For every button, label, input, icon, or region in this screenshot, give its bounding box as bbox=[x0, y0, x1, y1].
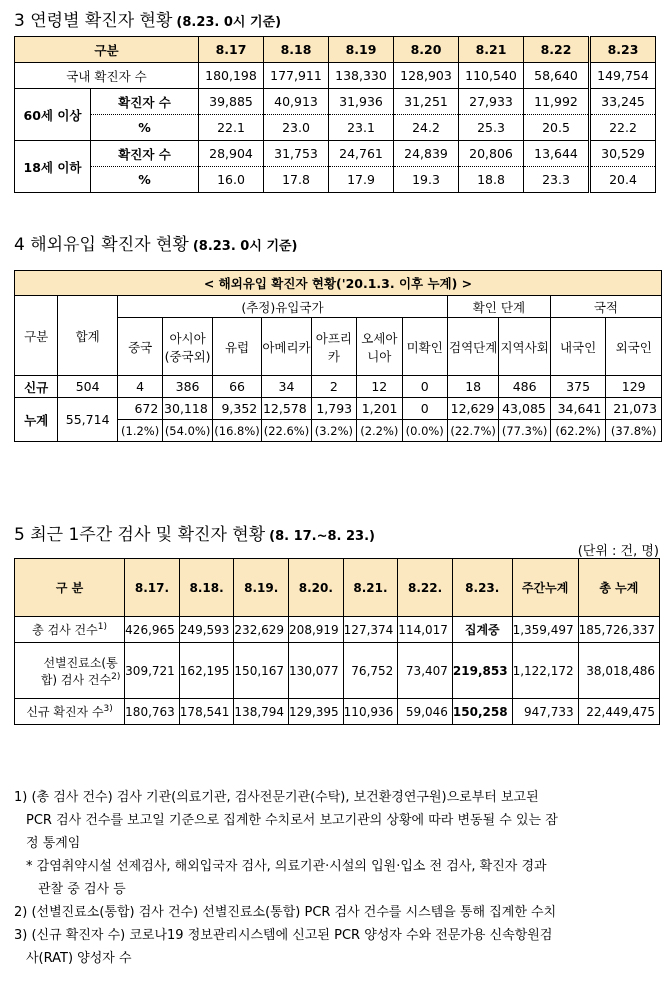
weekly-table bbox=[14, 558, 660, 725]
cell: 386 bbox=[163, 376, 212, 398]
cell: 18.8 bbox=[459, 167, 524, 193]
cell: (37.8%) bbox=[606, 420, 662, 442]
header-cell: 8.22. bbox=[398, 559, 453, 617]
cell: 17.8 bbox=[264, 167, 329, 193]
cell: 12,629 bbox=[447, 398, 498, 420]
cell: 23.1 bbox=[329, 115, 394, 141]
header-cell: 합계 bbox=[58, 296, 118, 376]
cell: 127,374 bbox=[343, 617, 398, 643]
cell: 138,330 bbox=[329, 63, 394, 89]
row-group-label: 18세 이하 bbox=[15, 141, 91, 193]
cell: 1,359,497 bbox=[512, 617, 578, 643]
cell: 162,195 bbox=[179, 643, 234, 699]
row-label: 확진자 수 bbox=[91, 89, 199, 115]
cell: 59,046 bbox=[398, 699, 453, 725]
header-cell: 8.20. bbox=[289, 559, 344, 617]
header-cell: 구분 bbox=[15, 296, 58, 376]
cell: 0 bbox=[402, 398, 447, 420]
cell: 4 bbox=[117, 376, 162, 398]
header-cell: 아시아(중국외) bbox=[163, 318, 212, 376]
header-cell: 중국 bbox=[117, 318, 162, 376]
cell: 185,726,337 bbox=[578, 617, 659, 643]
cell: 177,911 bbox=[264, 63, 329, 89]
row-label: 선별진료소(통합) 검사 건수$^{2)}$ bbox=[15, 643, 125, 699]
cell: 76,752 bbox=[343, 643, 398, 699]
cell: (2.2%) bbox=[357, 420, 402, 442]
cell: 150,167 bbox=[234, 643, 289, 699]
cell: 40,913 bbox=[264, 89, 329, 115]
cell: 20,806 bbox=[459, 141, 524, 167]
footnote-1-detail-cont: 관찰 중 검사 등 bbox=[38, 882, 126, 897]
row-label: 확진자 수 bbox=[91, 141, 199, 167]
row-label: % bbox=[91, 167, 199, 193]
section5-title: 5 최근 1주간 검사 및 확진자 현황 (8. 17.~8. 23.) bbox=[14, 525, 375, 545]
footnote-1-cont: PCR 검사 건수를 보고일 기준으로 집계한 수치로서 보고기관의 상황에 따라 변동될 수 있는 잠 bbox=[26, 813, 558, 828]
table-row bbox=[15, 167, 656, 193]
header-cell: 미확인 bbox=[402, 318, 447, 376]
header-cell: 8.23 bbox=[590, 37, 656, 63]
cell: 110,540 bbox=[459, 63, 524, 89]
cell: 129,395 bbox=[289, 699, 344, 725]
cell: 집계중 bbox=[452, 617, 512, 643]
cell: (0.0%) bbox=[402, 420, 447, 442]
cell: 114,017 bbox=[398, 617, 453, 643]
cell: 232,629 bbox=[234, 617, 289, 643]
table-row bbox=[15, 63, 656, 89]
row-label: 국내 확진자 수 bbox=[15, 63, 199, 89]
footnote-2: 2) (선별진료소(통합) 검사 건수) 선별진료소(통합) PCR 검사 건수를 시스템을 통해 집계한 수치 bbox=[14, 905, 557, 920]
footnote-3-cont: 사(RAT) 양성자 수 bbox=[26, 951, 132, 966]
header-cell: 내국인 bbox=[550, 318, 606, 376]
cell: 24,761 bbox=[329, 141, 394, 167]
section3-title: 3 연령별 확진자 현황 (8.23. 0시 기준) bbox=[14, 11, 282, 31]
cell: 31,936 bbox=[329, 89, 394, 115]
cell: 34 bbox=[262, 376, 311, 398]
cell: 22.2 bbox=[590, 115, 656, 141]
table-header-row bbox=[15, 559, 660, 617]
table-row bbox=[15, 376, 662, 398]
cell: 309,721 bbox=[125, 643, 180, 699]
cell: 12 bbox=[357, 376, 402, 398]
cell: (22.7%) bbox=[447, 420, 498, 442]
cell: 13,644 bbox=[524, 141, 590, 167]
cell: 17.9 bbox=[329, 167, 394, 193]
cell: 208,919 bbox=[289, 617, 344, 643]
footnotes bbox=[14, 786, 659, 970]
footnote-1-detail: * 감염취약시설 선제검사, 해외입국자 검사, 의료기관·시설의 입원·입소 전 검사, 확진자 경과 bbox=[26, 859, 547, 874]
table-header-row bbox=[15, 296, 662, 318]
row-label: 신규 bbox=[15, 376, 58, 398]
cell: 38,018,486 bbox=[578, 643, 659, 699]
cell: 31,753 bbox=[264, 141, 329, 167]
cell: (54.0%) bbox=[163, 420, 212, 442]
header-cell: 8.18 bbox=[264, 37, 329, 63]
cell: (22.6%) bbox=[262, 420, 311, 442]
cell: 180,763 bbox=[125, 699, 180, 725]
header-cell: 확인 단계 bbox=[447, 296, 550, 318]
header-cell: 8.17 bbox=[199, 37, 264, 63]
cell: 138,794 bbox=[234, 699, 289, 725]
cell: 22,449,475 bbox=[578, 699, 659, 725]
cell: 23.3 bbox=[524, 167, 590, 193]
cell: 1,793 bbox=[311, 398, 356, 420]
cell: 375 bbox=[550, 376, 606, 398]
header-cell: 구 분 bbox=[15, 559, 125, 617]
cell: 55,714 bbox=[58, 398, 118, 442]
header-cell: 검역단계 bbox=[447, 318, 498, 376]
header-cell: 구분 bbox=[15, 37, 199, 63]
section4-subtitle: (8.23. 0시 기준) bbox=[192, 239, 298, 254]
cell: 0 bbox=[402, 376, 447, 398]
footnote-1-cont: 정 통계임 bbox=[26, 836, 81, 851]
cell: 11,992 bbox=[524, 89, 590, 115]
header-cell: (추정)유입국가 bbox=[117, 296, 447, 318]
cell: 20.4 bbox=[590, 167, 656, 193]
table-row bbox=[15, 89, 656, 115]
cell: 130,077 bbox=[289, 643, 344, 699]
header-cell: 8.21 bbox=[459, 37, 524, 63]
cell: 73,407 bbox=[398, 643, 453, 699]
overseas-table bbox=[14, 270, 662, 442]
cell: 486 bbox=[499, 376, 550, 398]
cell: 150,258 bbox=[452, 699, 512, 725]
cell: 28,904 bbox=[199, 141, 264, 167]
cell: 34,641 bbox=[550, 398, 606, 420]
table-row bbox=[15, 617, 660, 643]
table-row bbox=[15, 699, 660, 725]
cell: 1,122,172 bbox=[512, 643, 578, 699]
header-cell: 8.20 bbox=[394, 37, 459, 63]
cell: 504 bbox=[58, 376, 118, 398]
header-cell: 주간누계 bbox=[512, 559, 578, 617]
age-table bbox=[14, 36, 656, 193]
cell: 19.3 bbox=[394, 167, 459, 193]
unit-label: (단위 : 건, 명) bbox=[577, 544, 659, 559]
cell: (16.8%) bbox=[212, 420, 261, 442]
cell: 219,853 bbox=[452, 643, 512, 699]
cell: 20.5 bbox=[524, 115, 590, 141]
cell: 178,541 bbox=[179, 699, 234, 725]
header-cell: 8.19. bbox=[234, 559, 289, 617]
cell: 12,578 bbox=[262, 398, 311, 420]
table-row bbox=[15, 141, 656, 167]
cell: 1,201 bbox=[357, 398, 402, 420]
section5-subtitle: (8. 17.~8. 23.) bbox=[269, 529, 375, 544]
header-cell: 아프리카 bbox=[311, 318, 356, 376]
table-row bbox=[15, 643, 660, 699]
cell: 128,903 bbox=[394, 63, 459, 89]
cell: 249,593 bbox=[179, 617, 234, 643]
cell: 16.0 bbox=[199, 167, 264, 193]
header-cell: 8.18. bbox=[179, 559, 234, 617]
header-cell: 8.21. bbox=[343, 559, 398, 617]
header-cell: 총 누계 bbox=[578, 559, 659, 617]
cell: 30,529 bbox=[590, 141, 656, 167]
cell: (3.2%) bbox=[311, 420, 356, 442]
row-group-label: 60세 이상 bbox=[15, 89, 91, 141]
row-label: % bbox=[91, 115, 199, 141]
table-row bbox=[15, 398, 662, 420]
header-cell: 외국인 bbox=[606, 318, 662, 376]
cell: 9,352 bbox=[212, 398, 261, 420]
header-cell: 오세아니아 bbox=[357, 318, 402, 376]
header-cell: 국적 bbox=[550, 296, 661, 318]
header-cell: 지역사회 bbox=[499, 318, 550, 376]
section3-subtitle: (8.23. 0시 기준) bbox=[176, 15, 282, 30]
cell: 21,073 bbox=[606, 398, 662, 420]
header-cell: 8.17. bbox=[125, 559, 180, 617]
cell: (62.2%) bbox=[550, 420, 606, 442]
table-caption: < 해외유입 확진자 현황('20.1.3. 이후 누계) > bbox=[15, 271, 662, 296]
caption-row bbox=[15, 271, 662, 296]
cell: 947,733 bbox=[512, 699, 578, 725]
cell: 27,933 bbox=[459, 89, 524, 115]
cell: 25.3 bbox=[459, 115, 524, 141]
row-label: 신규 확진자 수$^{3)}$ bbox=[15, 699, 125, 725]
cell: 149,754 bbox=[590, 63, 656, 89]
cell: 24.2 bbox=[394, 115, 459, 141]
header-cell: 8.23. bbox=[452, 559, 512, 617]
footnote-1: 1) (총 검사 건수) 검사 기관(의료기관, 검사전문기관(수탁), 보건환경연구원)으로부터 보고된 bbox=[14, 790, 539, 805]
cell: 24,839 bbox=[394, 141, 459, 167]
cell: 426,965 bbox=[125, 617, 180, 643]
cell: (77.3%) bbox=[499, 420, 550, 442]
header-cell: 유럽 bbox=[212, 318, 261, 376]
header-cell: 8.22 bbox=[524, 37, 590, 63]
cell: 129 bbox=[606, 376, 662, 398]
cell: 110,936 bbox=[343, 699, 398, 725]
cell: 43,085 bbox=[499, 398, 550, 420]
cell: 180,198 bbox=[199, 63, 264, 89]
cell: 66 bbox=[212, 376, 261, 398]
cell: 672 bbox=[117, 398, 162, 420]
table-row bbox=[15, 115, 656, 141]
table-header-row bbox=[15, 37, 656, 63]
row-label: 누계 bbox=[15, 398, 58, 442]
cell: 31,251 bbox=[394, 89, 459, 115]
cell: 58,640 bbox=[524, 63, 590, 89]
cell: 23.0 bbox=[264, 115, 329, 141]
cell: 22.1 bbox=[199, 115, 264, 141]
section4-title: 4 해외유입 확진자 현황 (8.23. 0시 기준) bbox=[14, 235, 298, 255]
row-label: 총 검사 건수$^{1)}$ bbox=[15, 617, 125, 643]
header-cell: 아메리카 bbox=[262, 318, 311, 376]
cell: 2 bbox=[311, 376, 356, 398]
cell: 33,245 bbox=[590, 89, 656, 115]
cell: 30,118 bbox=[163, 398, 212, 420]
cell: (1.2%) bbox=[117, 420, 162, 442]
cell: 39,885 bbox=[199, 89, 264, 115]
header-cell: 8.19 bbox=[329, 37, 394, 63]
cell: 18 bbox=[447, 376, 498, 398]
footnote-3: 3) (신규 확진자 수) 코로나19 정보관리시스템에 신고된 PCR 양성자 수와 전문가용 신속항원검 bbox=[14, 928, 553, 943]
